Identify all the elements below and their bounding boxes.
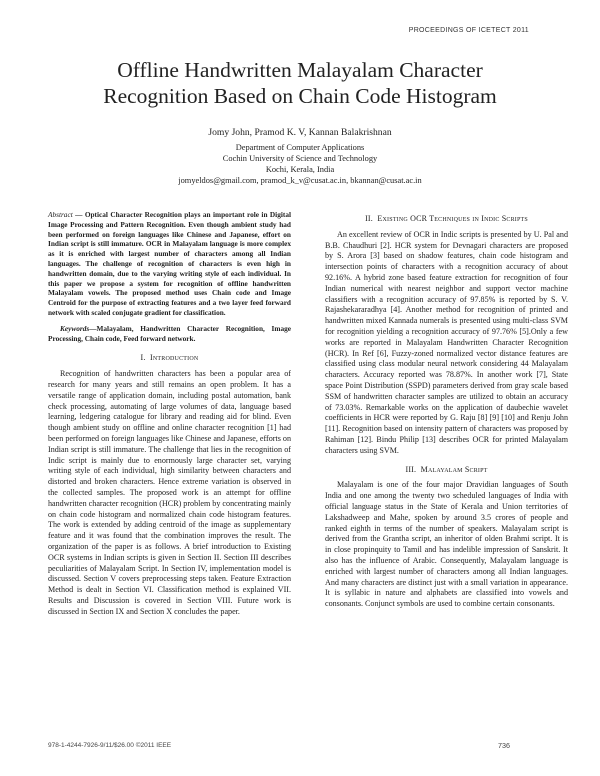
introduction-paragraph: Recognition of handwritten characters has been a popular area of research for many years and still remains an open problem. It has a versatile range of application domain, including postal automation, bank check processing, automating of large volumes of data, language based learning, ledgering catalogue for library and reading aid for blind. Even though ambient study on offline and online character recognition [1] had been performed on foreign languages like Chinese and Japanese, efforts on Indian script is still immature. The challenge that lies in the recognition of Indic script is mainly due to enormously large character set, varying writing style of each individual, high similarity between characters and distorted and broken characters. Hence extreme variation is observed in the collected samples. The proposed work is an attempt for offline handwritten character recognition (HCR) problem by concentrating mainly on chain code histogram and normalized chain code histogram features. The work is extended by adding centroid of the image as supplementary feature and it was found that the combination improves the result. The organization of the paper is as follows. A brief introduction to Existing OCR systems in Indian scripts is given in Section II. Section III describes peculiarities of Malayalam Script. In Section IV, implementation model is discussed. Section V covers preprocessing steps taken. Feature Extraction Method is dealt in Section VI. Classification method is explained VII. Results and Discussion is covered in Section VIII. Future work is discussed in Section IX and Section X concludes the paper. [48, 369, 291, 616]
running-header: PROCEEDINGS OF ICETECT 2011 [408, 27, 529, 34]
keywords-label: Keywords [60, 323, 90, 333]
title-line-2: Recognition Based on Chain Code Histogram [103, 84, 497, 108]
author-emails: jomyeldos@gmail.com, pramod_k_v@cusat.ac.in, bkannan@cusat.ac.in [178, 176, 422, 185]
section-number: I. [140, 353, 146, 363]
page-number: 736 [498, 741, 510, 750]
keywords: Keywords—Malayalam, Handwritten Character Recognition, Image Processing, Chain code, Feed forward network. [48, 323, 291, 343]
abstract-label: Abstract [48, 210, 73, 219]
keywords-text: Malayalam, Handwritten Character Recognition, Image Processing, Chain code, Feed forward network. [48, 323, 291, 343]
existing-ocr-paragraph: An excellent review of OCR in Indic scripts is presented by U. Pal and B.B. Chaudhuri [2]. HCR system for Devnagari characters are proposed by S. Arora [3] based on shadow features, chain code histogram and intersection points of characters with a recognition accuracy of about 92.16%. A hybrid zone based feature extraction for recognition of four Indian numerical with nearest neighbor and support vector machine classifiers with a recognition accuracy of 97.85% is reported by S. V. Rajashekararadhya [4]. Another method for recognition of printed and handwritten mixed Kannada numerals is presented using multi-class SVM for recognition yielding a recognition accuracy of 97.76% [5].Only a few works are reported in Malayalam Handwritten Character Recognition (HCR). In Ref [6], Fuzzy-zoned normalized vector distance features are classified using class modular neural network considering 44 Malayalam characters. Accuracy reported was 78.87%. In another work [7], State space Point Distribution (SSPD) parameters derived from gray scale based SSM of handwritten character samples are utilized to obtain an accuracy of 73.03%. Remarkable works on the application of daubechie wavelet coefficients in HCR were reported by G. Raju [8] [9] [10] and Renju John [11]. Recognition based on intensity pattern of characters was proposed by Rahiman [12]. Bindu Philip [13] describes OCR for printed Malayalam characters using SVM. [325, 229, 568, 455]
malayalam-script-paragraph: Malayalam is one of the four major Dravidian languages of South India and one among the twenty two scheduled languages of India with official language status in the State of Kerala and Union territories of Lakshadweep and Mahe, spoken by around 3.5 crores of people and ranked eighth in terms of the number of speakers. Malayalam script is derived from the Grantha script, an inheritor of olden Brahmi script. It is in close propinquity to Tamil and has indelible impression of Sanskrit. It also has the influence of Arabic. Consequently, Malayalam language is enriched with largest number of characters among all Indian languages. And many characters are distinct just with a small variation in appearance. It is syllabic in nature and alphabets are classified into vowels and consonants. Conjunct symbols are used to combine certain consonants. [325, 480, 568, 609]
affiliation [60, 142, 540, 186]
title-line-1: Offline Handwritten Malayalam Character [117, 58, 483, 82]
section-heading-existing-ocr [325, 214, 568, 225]
section-title: Introduction [150, 353, 199, 363]
section-number: II. [365, 214, 373, 223]
paper-title [40, 57, 560, 109]
affiliation-university: Cochin University of Science and Technology [222, 154, 378, 163]
affiliation-department: Department of Computer Applications [235, 143, 365, 152]
section-heading-introduction [48, 353, 291, 364]
copyright-footer: 978-1-4244-7926-9/11/$26.00 ©2011 IEEE [48, 742, 172, 749]
section-title: Existing OCR Techniques in Indic Scripts [377, 214, 528, 223]
affiliation-location: Kochi, Kerala, India [265, 165, 335, 174]
left-column [48, 210, 291, 617]
section-heading-malayalam-script [325, 465, 568, 476]
right-column [325, 210, 568, 610]
author-list: Jomy John, Pramod K. V, Kannan Balakrishnan [208, 127, 392, 138]
section-title: Malayalam Script [420, 464, 488, 474]
abstract-text: Optical Character Recognition plays an important role in Digital Image Processing and Pattern Recognition. Even though ambient study had been performed on foreign languages like Chinese and Japanese, effort on Indian script is still immature. OCR in Malayalam language is more complex as it is enriched with largest number of characters among all Indian languages. The challenge of recognition of characters is even high in handwritten domain, due to the varying writing style of each individual. In this paper we propose a system for recognition of offline handwritten Malayalam vowels. The proposed method uses Chain code and Image Centroid for the purpose of extracting features and a two layer feed forward network with scaled conjugate gradient for classification. [48, 210, 291, 317]
abstract: Abstract — Optical Character Recognition plays an important role in Digital Image Processing and Pattern Recognition. Even though ambient study had been performed on foreign languages like Chinese and Japanese, effort on Indian script is still immature. OCR in Malayalam language is more complex as it is enriched with largest number of characters among all Indian languages. The challenge of recognition of characters is even high in handwritten domain, due to the varying writing style of each individual. In this paper we propose a system for recognition of offline handwritten Malayalam vowels. The proposed method uses Chain code and Image Centroid for the purpose of extracting features and a two layer feed forward network with scaled conjugate gradient for classification. [48, 210, 291, 317]
section-number: III. [405, 464, 417, 474]
